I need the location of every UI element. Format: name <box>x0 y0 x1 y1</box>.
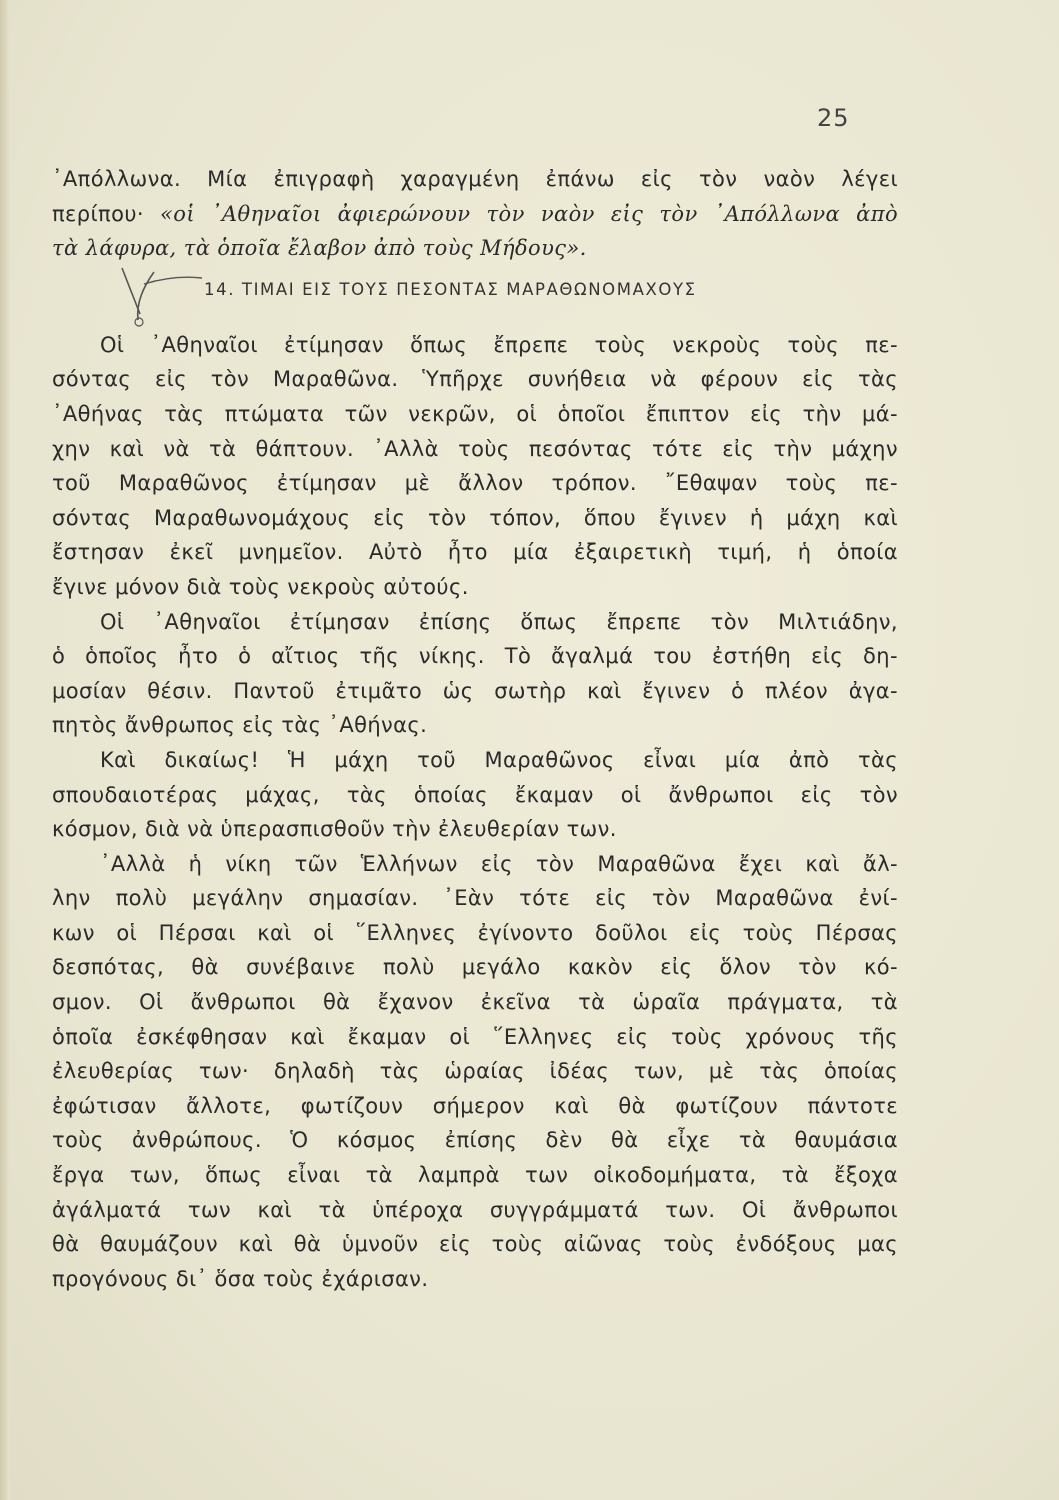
paragraph-line: Καὶ δικαίως! Ἡ μάχη τοῦ Μαραθῶνος εἶναι μία ἀπὸ τὰς <box>100 747 898 772</box>
paragraph-line: σπουδαιοτέρας μάχας, τὰς ὁποίας ἔκαμαν οἱ ἄνθρωποι εἰς τὸν <box>52 782 898 807</box>
paragraph-line: τοὺς ἀνθρώπους. Ὁ κόσμος ἐπίσης δὲν θὰ εἶχε τὰ θαυμάσια <box>52 1128 898 1153</box>
section-heading: 14. ΤΙΜΑΙ ΕΙΣ ΤΟΥΣ ΠΕΣΟΝΤΑΣ ΜΑΡΑΘΩΝΟΜΑΧΟΥΣ <box>204 279 697 299</box>
paragraph-line: ᾿Αλλὰ ἡ νίκη τῶν Ἑλλήνων εἰς τὸν Μαραθῶνα ἔχει καὶ ἄλ- <box>100 851 898 876</box>
paragraph-line: ἐλευθερίας των· δηλαδὴ τὰς ὡραίας ἰδέας των, μὲ τὰς ὁποίας <box>52 1059 898 1084</box>
pencil-mark-icon <box>114 262 204 332</box>
intro-line-3: τὰ λάφυρα, τὰ ὁποῖα ἔλαβον ἀπὸ τοὺς Μήδους». <box>52 236 587 261</box>
paragraph-line: μοσίαν θέσιν. Παντοῦ ἐτιμᾶτο ὡς σωτὴρ καὶ ἔγινεν ὁ πλέον ἀγα- <box>52 678 898 703</box>
paragraph-line: πητὸς ἄνθρωπος εἰς τὰς ᾿Αθήνας. <box>52 713 428 738</box>
page-body <box>52 162 898 1296</box>
paragraph <box>52 605 898 743</box>
paragraph-line: ἐφώτισαν ἄλλοτε, φωτίζουν σήμερον καὶ θὰ φωτίζουν πάντοτε <box>52 1093 898 1118</box>
paragraph-line: ἔργα των, ὅπως εἶναι τὰ λαμπρὰ των οἰκοδομήματα, τὰ ἔξοχα <box>52 1163 898 1188</box>
paragraph-line: ὁ ὁποῖος ἦτο ὁ αἴτιος τῆς νίκης. Τὸ ἄγαλμά του ἐστήθη εἰς δη- <box>52 644 898 669</box>
paragraph <box>52 847 898 1297</box>
paragraph-line: λην πολὺ μεγάλην σημασίαν. ᾿Εὰν τότε εἰς τὸν Μαραθῶνα ἐνί- <box>52 886 898 911</box>
paragraph-line: ἔστησαν ἐκεῖ μνημεῖον. Αὐτὸ ἦτο μία ἐξαιρετικὴ τιμή, ἡ ὁποία <box>52 540 898 565</box>
paragraph-line: τοῦ Μαραθῶνος ἐτίμησαν μὲ ἄλλον τρόπον. ῎Εθαψαν τοὺς πε- <box>52 471 898 496</box>
paragraph-line: σμον. Οἱ ἄνθρωποι θὰ ἔχανον ἐκεῖνα τὰ ὡραῖα πράγματα, τὰ <box>52 990 898 1015</box>
paragraph-line: ὁποῖα ἐσκέφθησαν καὶ ἔκαμαν οἱ ῞Ελληνες εἰς τοὺς χρόνους τῆς <box>52 1024 898 1049</box>
paragraph-line: ἔγινε μόνον διὰ τοὺς νεκροὺς αὐτούς. <box>52 574 469 599</box>
paragraph-line: Οἱ ᾿Αθηναῖοι ἐτίμησαν ἐπίσης ὅπως ἔπρεπε τὸν Μιλτιάδην, <box>100 609 898 634</box>
paragraph-line: δεσπότας, θὰ συνέβαινε πολὺ μεγάλο κακὸν εἰς ὅλον τὸν κό- <box>52 955 898 980</box>
paragraphs <box>52 328 898 1297</box>
paragraph-line: κόσμον, διὰ νὰ ὑπερασπισθοῦν τὴν ἐλευθερίαν των. <box>52 817 617 842</box>
intro-line-2-plain: περίπου· <box>52 201 161 226</box>
paragraph <box>52 328 898 605</box>
intro-line-1: ᾿Απόλλωνα. Μία ἐπιγραφὴ χαραγμένη ἐπάνω εἰς τὸν ναὸν λέγει <box>52 167 898 191</box>
binding-edge <box>0 0 10 1500</box>
paragraph-line: σόντας Μαραθωνομάχους εἰς τὸν τόπον, ὅπου ἔγινεν ἡ μάχη καὶ <box>52 505 898 530</box>
paragraph-line: κων οἱ Πέρσαι καὶ οἱ ῞Ελληνες ἐγίνοντο δοῦλοι εἰς τοὺς Πέρσας <box>52 920 898 945</box>
paragraph-line: προγόνους δι᾿ ὅσα τοὺς ἐχάρισαν. <box>52 1266 429 1291</box>
intro-line-2-italic: «οἱ ᾿Αθηναῖοι ἀφιερώνουν τὸν ναὸν εἰς τὸν ᾿Απόλλωνα ἀπὸ <box>160 201 898 226</box>
paragraph-line: ᾿Αθήνας τὰς πτώματα τῶν νεκρῶν, οἱ ὁποῖοι ἔπιπτον εἰς τὴν μά- <box>52 401 898 426</box>
section-heading-row <box>52 272 898 322</box>
paragraph-line: σόντας εἰς τὸν Μαραθῶνα. Ὑπῆρχε συνήθεια νὰ φέρουν εἰς τὰς <box>52 367 898 392</box>
page-number: 25 <box>817 104 850 132</box>
paragraph-line: θὰ θαυμάζουν καὶ θὰ ὑμνοῦν εἰς τοὺς αἰῶνας τοὺς ἐνδόξους μας <box>52 1232 898 1257</box>
paragraph <box>52 743 898 847</box>
paragraph-line: χην καὶ νὰ τὰ θάπτουν. ᾿Αλλὰ τοὺς πεσόντας τότε εἰς τὴν μάχην <box>52 436 898 461</box>
paragraph-line: Οἱ ᾿Αθηναῖοι ἐτίμησαν ὅπως ἔπρεπε τοὺς νεκροὺς τοὺς πε- <box>100 332 898 357</box>
intro-line-2 <box>52 197 898 232</box>
paragraph-line: ἀγάλματά των καὶ τὰ ὑπέροχα συγγράμματά των. Οἱ ἄνθρωποι <box>52 1197 898 1222</box>
